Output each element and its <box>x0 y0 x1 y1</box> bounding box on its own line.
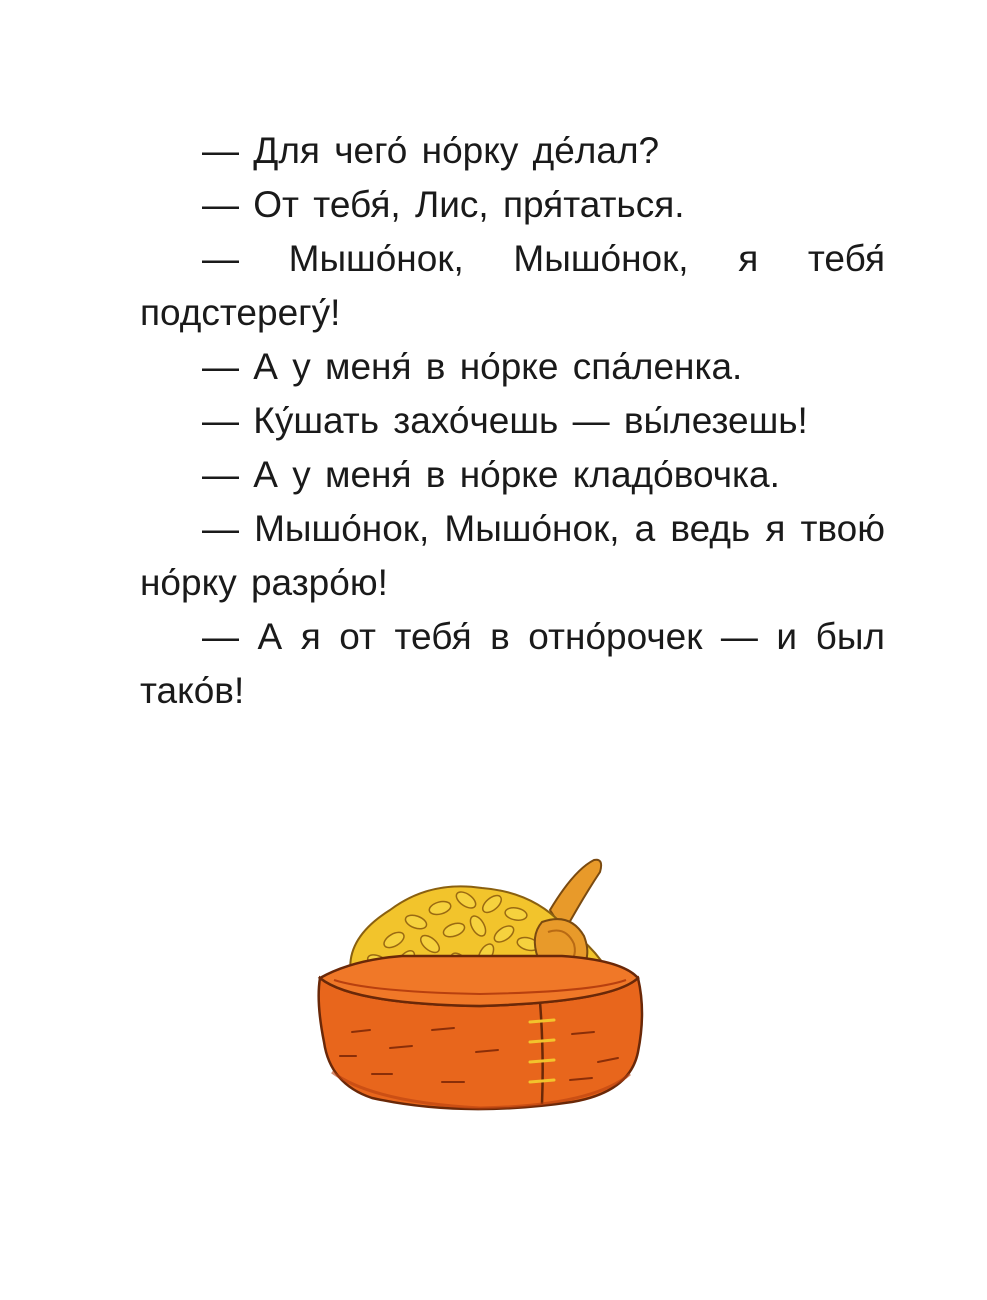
paragraph: — Мышо́нок, Мышо́нок, я тебя́ подстерегу́! <box>140 238 885 333</box>
paragraph: — А у меня́ в но́рке спа́ленка. <box>202 346 743 387</box>
paragraph: — Для чего́ но́рку де́лал? <box>202 130 660 171</box>
paragraph: — А у меня́ в но́рке кладо́вочка. <box>202 454 780 495</box>
story-text <box>140 124 885 718</box>
paragraph: — Ку́шать захо́чешь — вы́лезешь! <box>202 400 808 441</box>
paragraph: — Мышо́нок, Мышо́нок, а ведь я твою́ но́рку разро́ю! <box>140 508 885 603</box>
paragraph: — А я от тебя́ в отно́рочек — и был тако́в! <box>140 616 885 711</box>
paragraph: — От тебя́, Лис, пря́таться. <box>202 184 685 225</box>
grain-basket-icon <box>312 852 652 1118</box>
